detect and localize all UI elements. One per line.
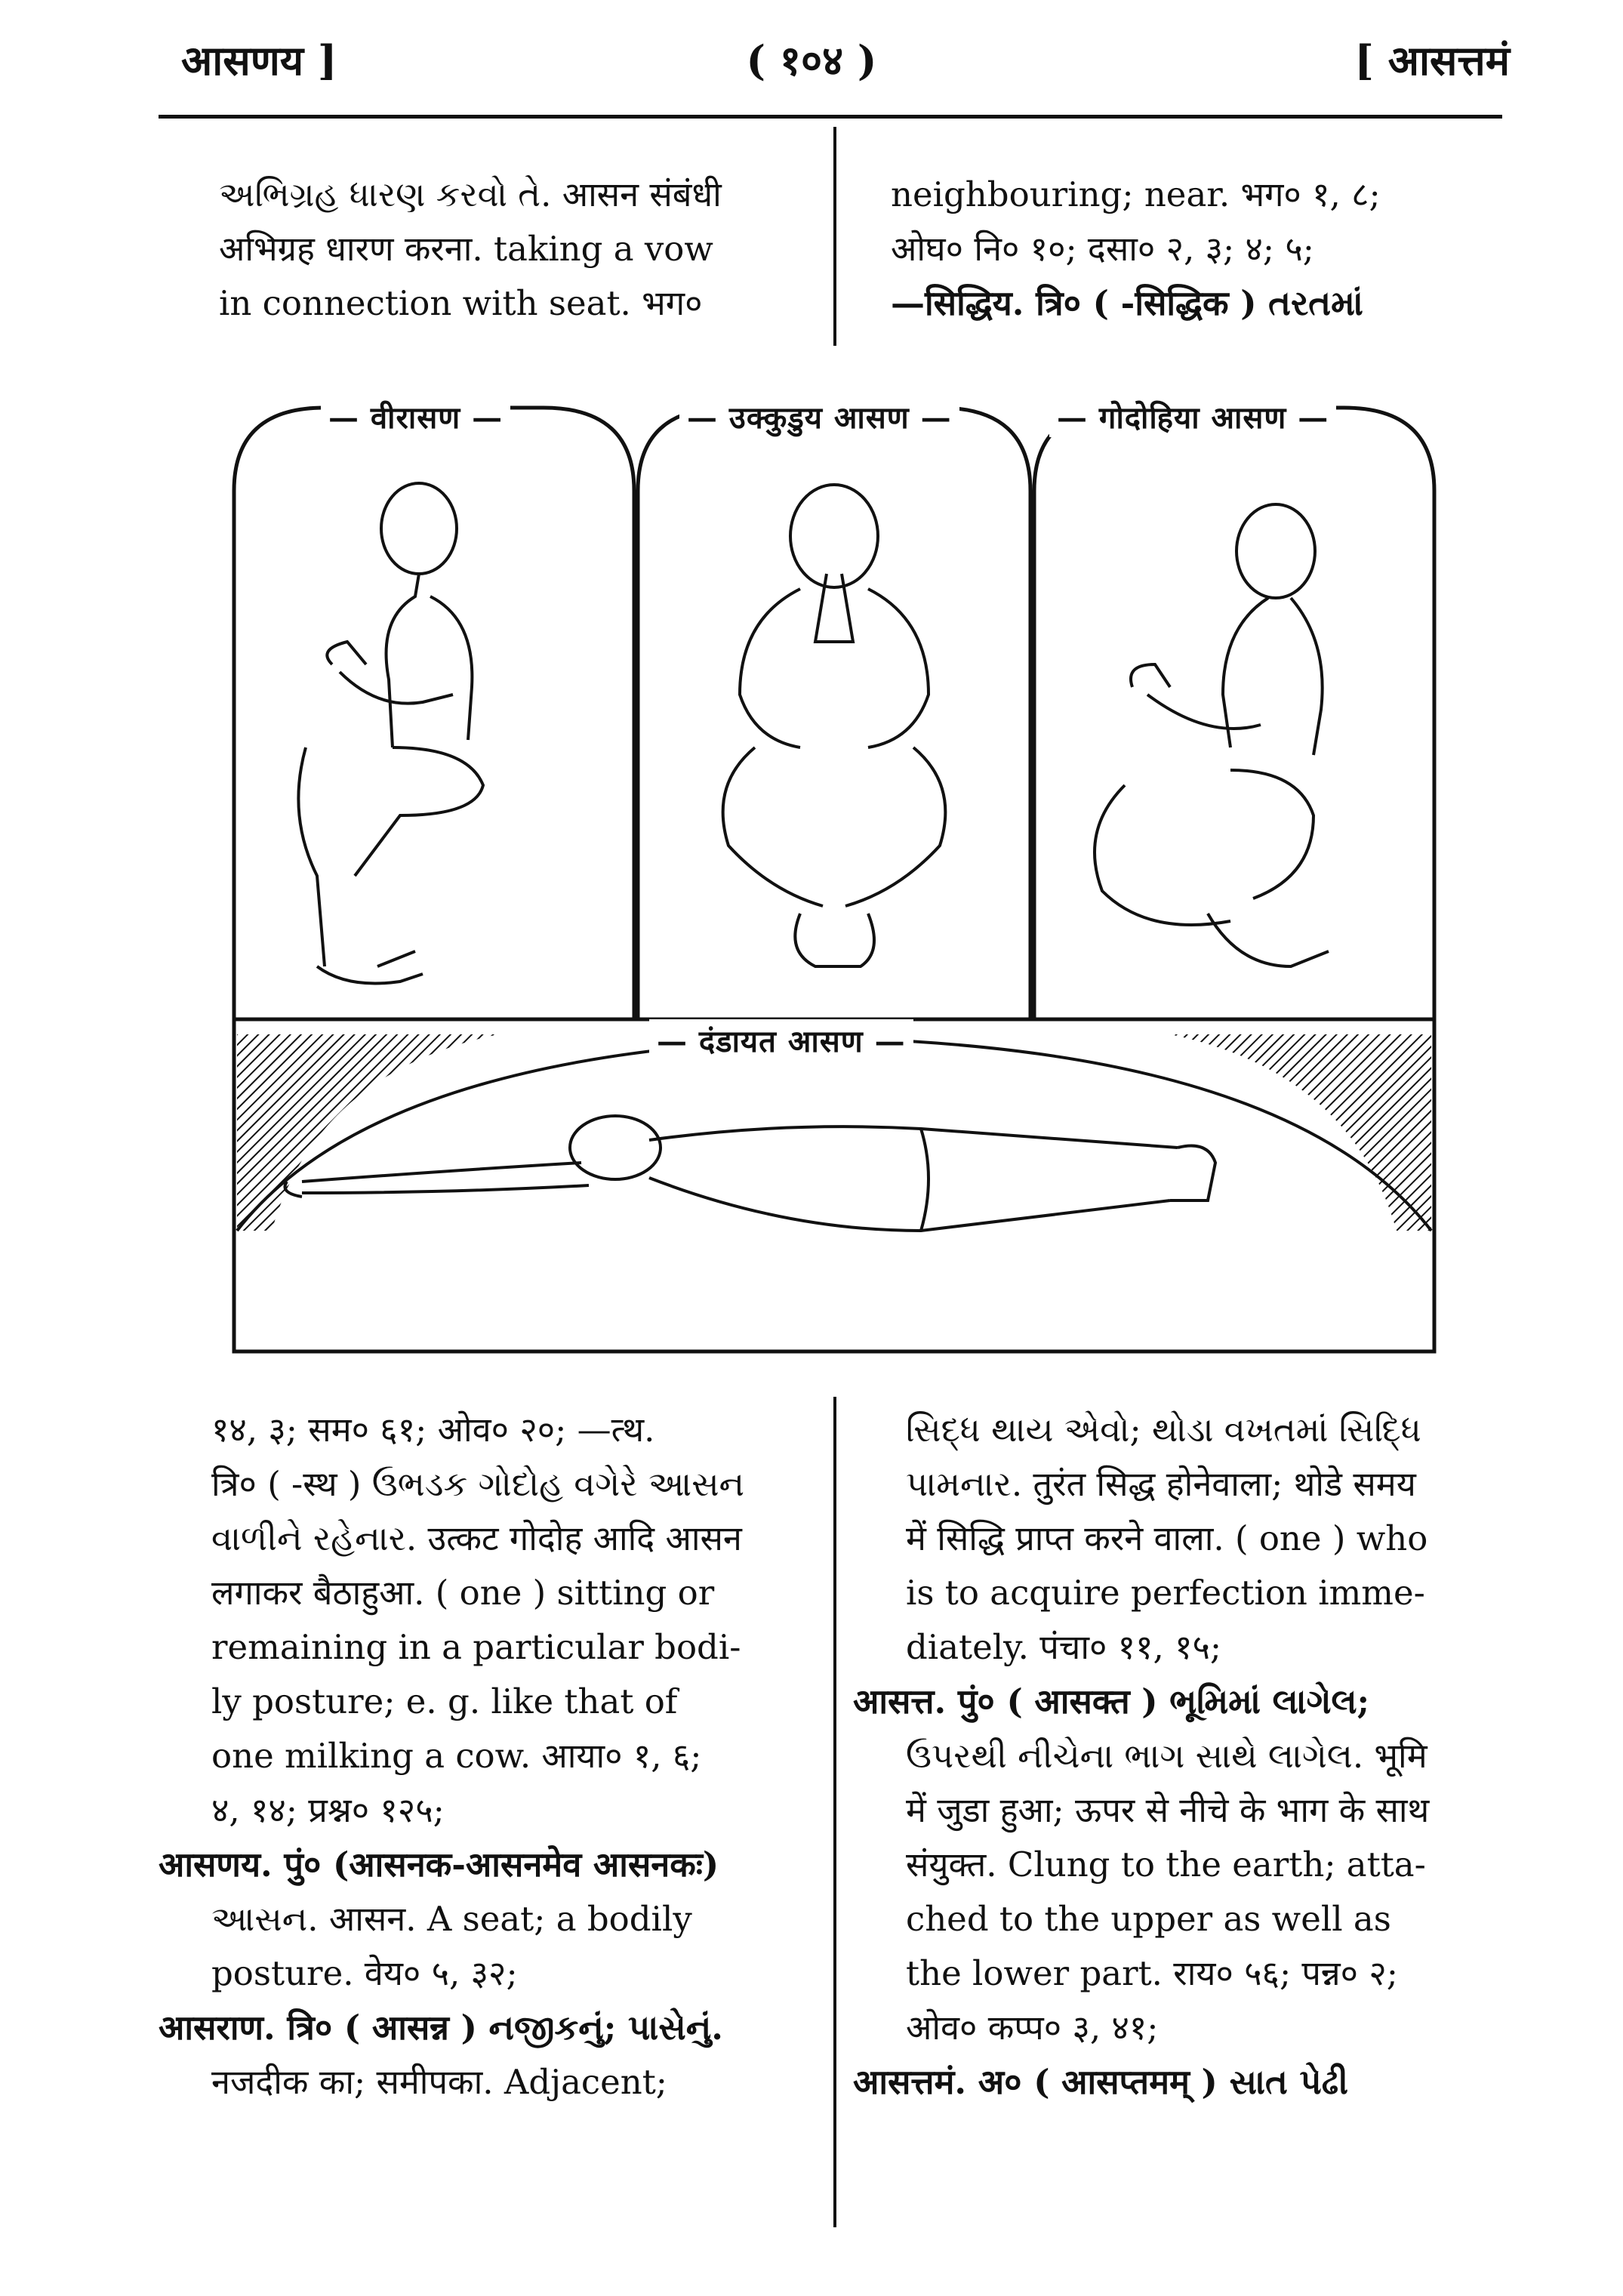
text-line: ओव० कप्प० ३, ४१; <box>906 2008 1159 2048</box>
text-line: remaining in a particular bodi- <box>211 1627 741 1667</box>
label-dandayata-asana: — दंडायत आसण — <box>649 1019 913 1061</box>
bottom-left-column <box>159 1403 800 2110</box>
text-line: in connection with seat. भग० <box>219 283 703 323</box>
column-divider <box>833 127 836 346</box>
entry-headword-asanaya: आसणय. पुं० (आसनक-आसनमेव आसनकः) <box>159 1845 719 1885</box>
text-line: one milking a cow. आया० १, ६; <box>211 1736 702 1776</box>
figure-virasana <box>298 483 483 984</box>
panel-dandayata-frame <box>234 1019 1434 1351</box>
column-divider <box>833 1397 836 2227</box>
text-line: is to acquire perfection imme- <box>906 1573 1425 1613</box>
entry-headword-asattamam: आसत्तमं. अ० ( आसप्तमम् ) સાત પેઢી <box>853 2062 1348 2102</box>
panel-godohika-frame <box>1034 408 1434 1019</box>
text-line: में सिद्धि प्राप्त करने वाला. ( one ) who <box>906 1518 1428 1558</box>
text-line: the lower part. राय० ५६; पन्न० २; <box>906 1953 1398 1993</box>
text-line: लगाकर बैठाहुआ. ( one ) sitting or <box>211 1573 715 1613</box>
panel-virasana-frame <box>234 408 634 1019</box>
text-line: અભિગ્રહ ધારણ કરવો તે. आसन संबंधी <box>219 174 722 214</box>
running-head-left: आसणय ] <box>181 36 337 85</box>
text-line: સિદ્ધ થાય એવો; થોડા વખતમાં સિદ્ધિ <box>906 1410 1421 1450</box>
text-line: नजदीक का; समीपका. Adjacent; <box>211 2062 667 2102</box>
top-right-column <box>891 168 1495 331</box>
entry-headword-asatta: आसत्त. पुं० ( आसक्त ) ભૂમિમાં લાગેલ; <box>853 1681 1370 1721</box>
text-line: આસન. आसन. A seat; a bodily <box>211 1899 692 1939</box>
label-godohiya-asana: — गोदोहिया आसण — <box>1049 396 1336 437</box>
page-number: ( १०४ ) <box>746 36 877 85</box>
text-line: ly posture; e. g. like that of <box>211 1681 678 1721</box>
top-left-column <box>219 168 808 331</box>
text-line: neighbouring; near. भग० १, ८; <box>891 174 1381 214</box>
text-line: —सिद्धिय. त्रि० ( -सिद्धिक ) તરતમાં <box>891 283 1363 323</box>
figure-ukkuduya <box>723 485 946 966</box>
label-virasana: — वीरासण — <box>321 396 510 437</box>
figure-godohika <box>1095 504 1329 966</box>
panel-ukkuduya-frame <box>638 408 1030 1019</box>
running-head-right: [ आसत्तमं <box>1354 36 1510 85</box>
text-line: posture. वेय० ५, ३२; <box>211 1953 518 1993</box>
text-line: ઉપરથી નીચેના ભાગ સાથે લાગેલ. भूमि <box>906 1736 1427 1776</box>
text-line: संयुक्त. Clung to the earth; atta- <box>906 1845 1426 1885</box>
text-line: diately. पंचा० ११, १५; <box>906 1627 1222 1667</box>
bottom-right-column <box>853 1403 1495 2110</box>
bottom-panel-arch <box>237 1038 1431 1231</box>
text-line: अभिग्रह धारण करना. taking a vow <box>219 229 713 269</box>
text-line: १४, ३; सम० ६१; ओव० २०; —त्थ. <box>211 1410 655 1450</box>
label-ukkuduya-asana: — उक्कुडुय आसण — <box>679 396 959 437</box>
text-line: ched to the upper as well as <box>906 1899 1391 1939</box>
text-line: ४, १४; प्रश्न० १२५; <box>211 1790 445 1830</box>
hatched-corner-right <box>1170 1034 1431 1231</box>
plate-drawing <box>226 393 1442 1359</box>
text-line: પામનાર. तुरंत सिद्ध होनेवाला; थोडे समय <box>906 1464 1416 1504</box>
text-line: में जुडा हुआ; ऊपर से नीचे के भाग के साथ <box>906 1790 1430 1830</box>
entry-headword-asanna: आसराण. त्रि० ( आसन्न ) નજીકનું; પાસેનું. <box>159 2008 723 2048</box>
text-line: त्रि० ( -स्थ ) ઉભડક ગોદોહ વગેરે આસન <box>211 1464 745 1504</box>
header-rule <box>159 115 1502 119</box>
hatched-corner-left <box>237 1034 498 1231</box>
asana-illustration-plate <box>226 393 1442 1359</box>
text-line: વાળીને રહેનાર. उत्कट गोदोह आदि आसन <box>211 1518 742 1558</box>
figure-dandayata <box>285 1116 1216 1231</box>
text-line: ओघ० नि० १०; दसा० २, ३; ४; ५; <box>891 229 1314 269</box>
